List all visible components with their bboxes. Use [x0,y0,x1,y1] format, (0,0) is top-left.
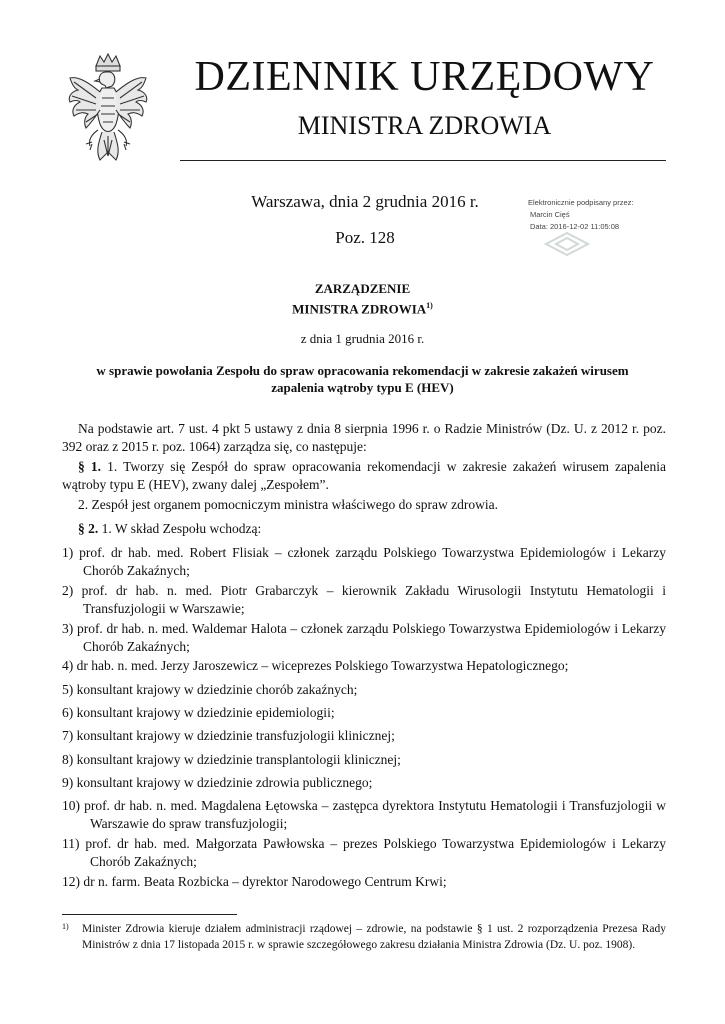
signature-name: Marcin Cięś [530,210,570,219]
member-item: 2) prof. dr hab. n. med. Piotr Grabarczyk – kierownik Zakładu Wirusologii Instytutu Hematologii i Transfuzjologii w Warszawie; [62,583,666,616]
issue-dateline: Warszawa, dnia 2 grudnia 2016 r. [251,192,479,211]
journal-subtitle: MINISTRA ZDROWIA [297,111,552,140]
act-subject: w sprawie powołania Zespołu do spraw opracowania rekomendacji w zakresie zakażeń wirusem zapalenia wątroby typu E (HEV) [96,363,629,395]
member-item: 5) konsultant krajowy w dziedzinie chorób zakaźnych; [62,682,358,697]
footnote [62,921,666,953]
act-date: z dnia 1 grudnia 2016 r. [300,331,425,346]
member-item: 3) prof. dr hab. n. med. Waldemar Halota – członek zarządu Polskiego Towarzystwa Epidemiologów i Lekarzy Chorób Zakaźnych; [62,621,666,654]
signature-date: Data: 2016-12-02 11:05:08 [530,222,620,231]
journal-title: DZIENNIK URZĘDOWY [194,54,655,100]
member-item: 1) prof. dr hab. med. Robert Flisiak – członek zarządu Polskiego Towarzystwa Epidemiologów i Lekarzy Chorób Zakaźnych; [62,545,666,578]
member-item: 9) konsultant krajowy w dziedzinie zdrowia publicznego; [62,775,373,790]
e-signature-block[interactable] [528,197,648,233]
preamble: Na podstawie art. 7 ust. 4 pkt 5 ustawy z dnia 8 sierpnia 1996 r. o Radzie Ministrów (Dz. U. z 2012 r. poz. 392 oraz z 2015 r. poz. 1064) zarządza się, co następuje: [62,421,666,454]
section-mark: § 2. [78,521,99,536]
member-item: 7) konsultant krajowy w dziedzinie transfuzjologii klinicznej; [62,728,395,743]
section-1-para-2: 2. Zespół jest organem pomocniczym ministra właściwego do spraw zdrowia. [78,497,499,512]
footnote-text: Minister Zdrowia kieruje działem administracji rządowej – zdrowie, na podstawie § 1 ust. 2 rozporządzenia Prezesa Rady Ministrów z dnia 17 listopada 2015 r. w sprawie szczegółowego zakresu działania Ministra Zdrowia (Dz. U. poz. 1908). [82,923,666,951]
act-heading [0,280,725,317]
section-1-para-1: § 1. 1. Tworzy się Zespół do spraw opracowania rekomendacji w zakresie zakażeń wirusem zapalenia wątroby typu E (HEV), zwany dalej „Zespołem”. [62,459,667,492]
footnote-rule [62,914,237,915]
member-item: 6) konsultant krajowy w dziedzinie epidemiologii; [62,705,335,720]
member-item: 11) prof. dr hab. med. Małgorzata Pawłowska – prezes Polskiego Towarzystwa Epidemiologów i Lekarzy Chorób Zakaźnych; [62,836,666,869]
signature-label: Elektronicznie podpisany przez: [528,198,634,207]
footnote-marker: 1) [62,922,69,931]
member-item: 4) dr hab. n. med. Jerzy Jaroszewicz – wiceprezes Polskiego Towarzystwa Hepatologicznego; [62,658,569,673]
act-issuer: MINISTRA ZDROWIA$^{1)}$ [292,301,433,317]
member-item: 12) dr n. farm. Beata Rozbicka – dyrektor Narodowego Centrum Krwi; [62,874,447,889]
member-item: 10) prof. dr hab. n. med. Magdalena Łętowska – zastępca dyrektora Instytutu Hematologii i Transfuzjologii w Warszawie do spraw transfuzjologii; [62,798,666,831]
footnote-ref[interactable]: 1) [426,301,433,310]
header-rule [180,160,666,161]
section-mark: § 1. [78,459,101,474]
act-type: ZARZĄDZENIE [314,281,411,296]
eagle-emblem-icon [62,52,154,172]
member-item: 8) konsultant krajowy w dziedzinie transplantologii klinicznej; [62,752,401,767]
section-2-para-1: § 2. 1. W skład Zespołu wchodzą: [78,521,262,536]
signature-validity-icon [542,230,592,258]
position-number: Poz. 128 [335,228,395,247]
